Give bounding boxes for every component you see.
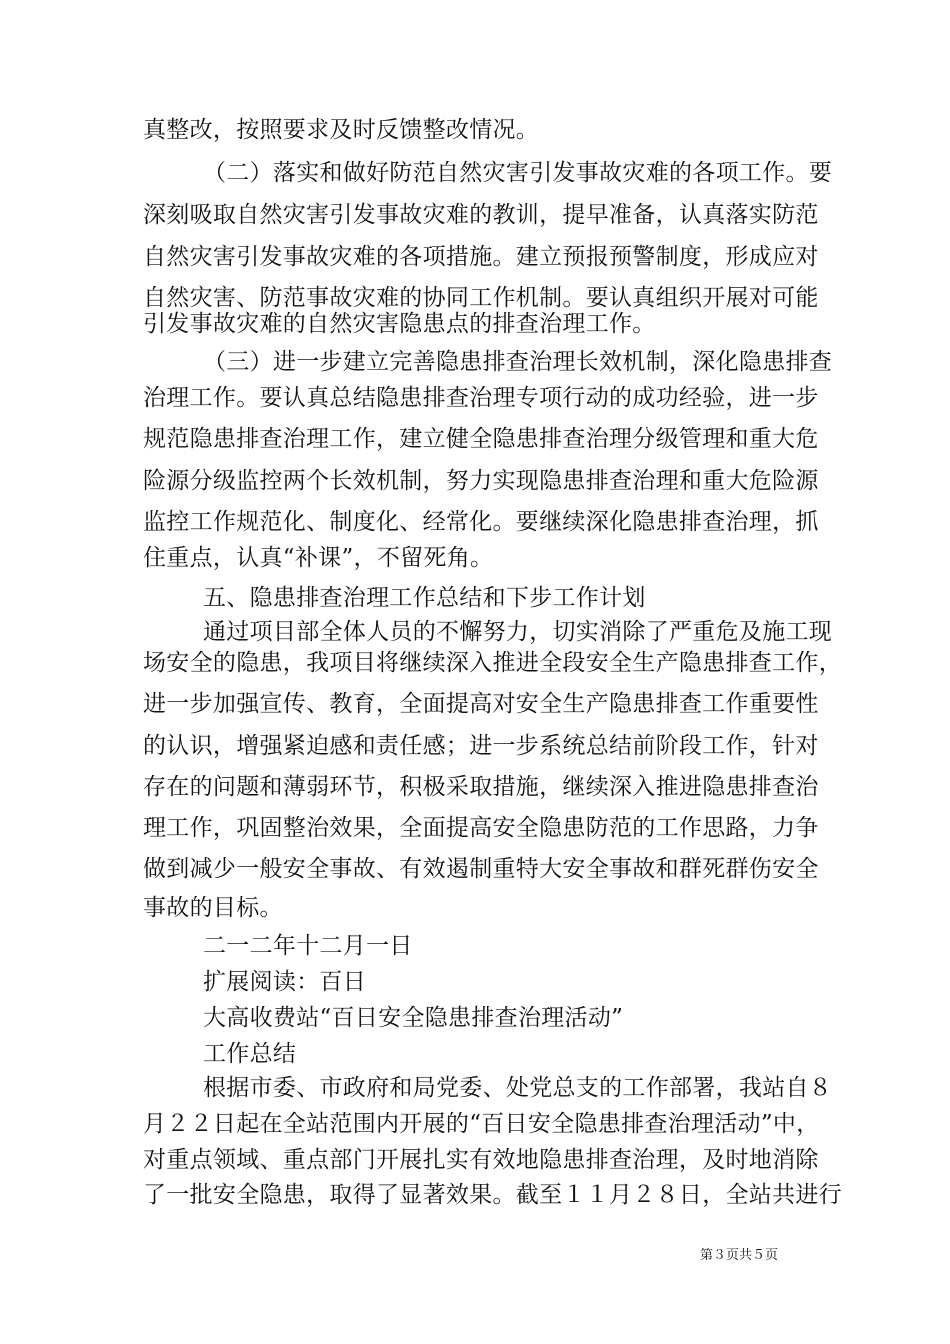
section-heading-5: 五、隐患排查治理工作总结和下步工作计划 xyxy=(203,585,646,611)
text-line: 做到减少一般安全事故、有效遏制重特大安全事故和群死群伤安全 xyxy=(143,856,819,882)
date-line: 二一二年十二月一日 xyxy=(203,933,413,959)
section-heading-3: （三）进一步建立完善隐患排查治理长效机制，深化隐患排查 xyxy=(203,349,833,375)
text-line: 自然灾害引发事故灾难的各项措施。建立预报预警制度，形成应对 xyxy=(143,244,819,270)
text-line: 险源分级监控两个长效机制，努力实现隐患排查治理和重大危险源 xyxy=(143,468,819,494)
text-line: 场安全的隐患，我项目将继续深入推进全段安全生产隐患排查工作， xyxy=(143,650,842,676)
text-line: 理工作，巩固整治效果，全面提高安全隐患防范的工作思路，力争 xyxy=(143,815,819,841)
text-line: 进一步加强宣传、教育，全面提高对安全生产隐患排查工作重要性 xyxy=(143,691,819,717)
article-subtitle: 工作总结 xyxy=(203,1041,297,1067)
page-number: 第３页共５页 xyxy=(700,1248,779,1263)
text-line: 的认识，增强紧迫感和责任感；进一步系统总结前阶段工作，针对 xyxy=(143,733,819,759)
section-heading-2: （二）落实和做好防范自然灾害引发事故灾难的各项工作。要 xyxy=(203,160,833,186)
text-line: 事故的目标。 xyxy=(143,895,283,921)
text-line: 了一批安全隐患，取得了显著效果。截至１１月２８日，全站共进行 xyxy=(143,1182,842,1208)
text-line: 治理工作。要认真总结隐患排查治理专项行动的成功经验，进一步 xyxy=(143,385,819,411)
extended-reading-label: 扩展阅读：百日 xyxy=(203,969,367,995)
text-line: 住重点，认真“补课”，不留死角。 xyxy=(143,545,494,571)
text-line: 自然灾害、防范事故灾难的协同工作机制。要认真组织开展对可能 xyxy=(143,285,819,311)
text-line: 深刻吸取自然灾害引发事故灾难的教训，提早准备，认真落实防范 xyxy=(143,202,819,228)
text-line: 监控工作规范化、制度化、经常化。要继续深化隐患排查治理，抓 xyxy=(143,509,819,535)
text-line: 月２２日起在全站范围内开展的“百日安全隐患排查治理活动”中， xyxy=(143,1111,820,1137)
text-line: 根据市委、市政府和局党委、处党总支的工作部署，我站自８ xyxy=(203,1075,833,1101)
text-line: 引发事故灾难的自然灾害隐患点的排查治理工作。 xyxy=(143,311,656,337)
text-line: 真整改，按照要求及时反馈整改情况。 xyxy=(143,117,540,143)
text-line: 存在的问题和薄弱环节，积极采取措施，继续深入推进隐患排查治 xyxy=(143,774,819,800)
text-line: 规范隐患排查治理工作，建立健全隐患排查治理分级管理和重大危 xyxy=(143,426,819,452)
text-line: 对重点领域、重点部门开展扎实有效地隐患排查治理，及时地消除 xyxy=(143,1147,819,1173)
text-line: 通过项目部全体人员的不懈努力，切实消除了严重危及施工现 xyxy=(203,619,833,645)
article-title: 大高收费站“百日安全隐患排查治理活动” xyxy=(203,1005,624,1031)
